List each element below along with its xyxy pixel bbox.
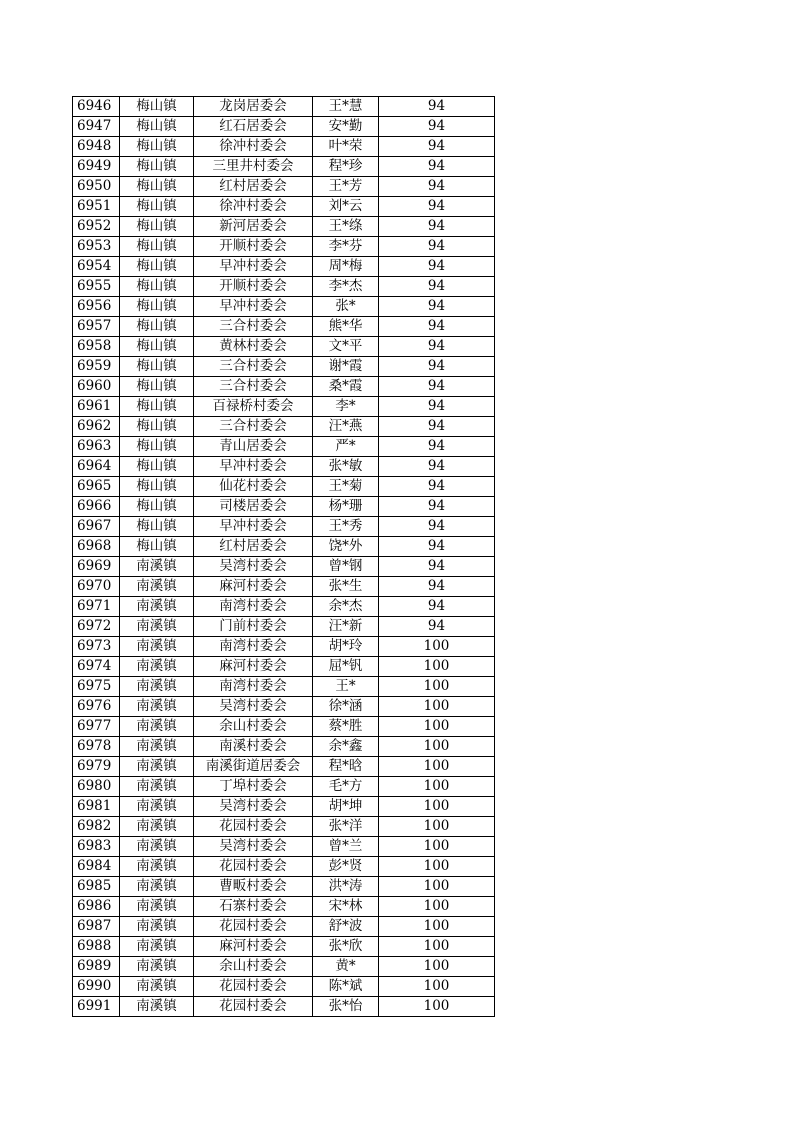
community-cell: 吴湾村委会 <box>194 797 313 817</box>
row-number: 6987 <box>73 917 120 937</box>
row-number: 6971 <box>73 597 120 617</box>
row-number: 6990 <box>73 977 120 997</box>
name-cell: 蔡*胜 <box>313 717 379 737</box>
name-cell: 王*慧 <box>313 97 379 117</box>
town-cell: 南溪镇 <box>120 577 194 597</box>
town-cell: 梅山镇 <box>120 197 194 217</box>
town-cell: 南溪镇 <box>120 677 194 697</box>
town-cell: 南溪镇 <box>120 657 194 677</box>
community-cell: 花园村委会 <box>194 857 313 877</box>
score-cell: 94 <box>379 457 495 477</box>
community-cell: 开顺村委会 <box>194 277 313 297</box>
community-cell: 早冲村委会 <box>194 457 313 477</box>
score-cell: 94 <box>379 437 495 457</box>
row-number: 6975 <box>73 677 120 697</box>
row-number: 6973 <box>73 637 120 657</box>
town-cell: 梅山镇 <box>120 177 194 197</box>
name-cell: 洪*涛 <box>313 877 379 897</box>
town-cell: 南溪镇 <box>120 937 194 957</box>
score-cell: 100 <box>379 657 495 677</box>
row-number: 6983 <box>73 837 120 857</box>
table-row <box>73 717 495 737</box>
row-number: 6982 <box>73 817 120 837</box>
town-cell: 梅山镇 <box>120 297 194 317</box>
name-cell: 彭*贤 <box>313 857 379 877</box>
town-cell: 南溪镇 <box>120 717 194 737</box>
row-number: 6979 <box>73 757 120 777</box>
table-row <box>73 917 495 937</box>
community-cell: 花园村委会 <box>194 977 313 997</box>
table-row <box>73 817 495 837</box>
table-row <box>73 197 495 217</box>
row-number: 6967 <box>73 517 120 537</box>
table-row <box>73 577 495 597</box>
row-number: 6953 <box>73 237 120 257</box>
name-cell: 汪*燕 <box>313 417 379 437</box>
community-cell: 早冲村委会 <box>194 297 313 317</box>
score-cell: 100 <box>379 797 495 817</box>
name-cell: 曾*兰 <box>313 837 379 857</box>
name-cell: 胡*玲 <box>313 637 379 657</box>
table-row <box>73 977 495 997</box>
town-cell: 南溪镇 <box>120 757 194 777</box>
community-cell: 青山居委会 <box>194 437 313 457</box>
town-cell: 梅山镇 <box>120 377 194 397</box>
row-number: 6976 <box>73 697 120 717</box>
name-cell: 余*鑫 <box>313 737 379 757</box>
community-cell: 龙岗居委会 <box>194 97 313 117</box>
community-cell: 麻河村委会 <box>194 577 313 597</box>
roster-table-body <box>73 97 495 1017</box>
community-cell: 司楼居委会 <box>194 497 313 517</box>
community-cell: 百禄桥村委会 <box>194 397 313 417</box>
table-row <box>73 957 495 977</box>
community-cell: 三合村委会 <box>194 417 313 437</box>
table-row <box>73 277 495 297</box>
row-number: 6988 <box>73 937 120 957</box>
row-number: 6985 <box>73 877 120 897</box>
name-cell: 谢*霞 <box>313 357 379 377</box>
table-row <box>73 637 495 657</box>
name-cell: 张*怡 <box>313 997 379 1017</box>
score-cell: 94 <box>379 297 495 317</box>
score-cell: 94 <box>379 557 495 577</box>
community-cell: 吴湾村委会 <box>194 697 313 717</box>
table-row <box>73 757 495 777</box>
community-cell: 黄林村委会 <box>194 337 313 357</box>
score-cell: 94 <box>379 97 495 117</box>
table-row <box>73 857 495 877</box>
name-cell: 余*杰 <box>313 597 379 617</box>
name-cell: 安*勤 <box>313 117 379 137</box>
community-cell: 三合村委会 <box>194 317 313 337</box>
name-cell: 王*菊 <box>313 477 379 497</box>
score-cell: 100 <box>379 997 495 1017</box>
row-number: 6946 <box>73 97 120 117</box>
town-cell: 南溪镇 <box>120 697 194 717</box>
community-cell: 花园村委会 <box>194 817 313 837</box>
table-row <box>73 217 495 237</box>
score-cell: 94 <box>379 257 495 277</box>
score-cell: 94 <box>379 317 495 337</box>
community-cell: 南溪街道居委会 <box>194 757 313 777</box>
community-cell: 南湾村委会 <box>194 677 313 697</box>
name-cell: 汪*新 <box>313 617 379 637</box>
community-cell: 仙花村委会 <box>194 477 313 497</box>
name-cell: 刘*云 <box>313 197 379 217</box>
name-cell: 王* <box>313 677 379 697</box>
community-cell: 红村居委会 <box>194 177 313 197</box>
town-cell: 梅山镇 <box>120 317 194 337</box>
community-cell: 门前村委会 <box>194 617 313 637</box>
community-cell: 早冲村委会 <box>194 517 313 537</box>
score-cell: 100 <box>379 817 495 837</box>
row-number: 6977 <box>73 717 120 737</box>
town-cell: 南溪镇 <box>120 917 194 937</box>
table-row <box>73 557 495 577</box>
town-cell: 梅山镇 <box>120 357 194 377</box>
community-cell: 南湾村委会 <box>194 597 313 617</box>
name-cell: 周*梅 <box>313 257 379 277</box>
town-cell: 梅山镇 <box>120 497 194 517</box>
town-cell: 南溪镇 <box>120 897 194 917</box>
town-cell: 梅山镇 <box>120 457 194 477</box>
name-cell: 张*生 <box>313 577 379 597</box>
community-cell: 曹畈村委会 <box>194 877 313 897</box>
community-cell: 花园村委会 <box>194 997 313 1017</box>
name-cell: 王*秀 <box>313 517 379 537</box>
row-number: 6964 <box>73 457 120 477</box>
score-cell: 94 <box>379 157 495 177</box>
score-cell: 94 <box>379 577 495 597</box>
table-row <box>73 797 495 817</box>
name-cell: 张* <box>313 297 379 317</box>
community-cell: 吴湾村委会 <box>194 837 313 857</box>
table-row <box>73 257 495 277</box>
table-row <box>73 97 495 117</box>
name-cell: 李*芬 <box>313 237 379 257</box>
score-cell: 94 <box>379 477 495 497</box>
score-cell: 100 <box>379 697 495 717</box>
town-cell: 南溪镇 <box>120 877 194 897</box>
town-cell: 梅山镇 <box>120 237 194 257</box>
community-cell: 余山村委会 <box>194 717 313 737</box>
name-cell: 黄* <box>313 957 379 977</box>
score-cell: 100 <box>379 677 495 697</box>
score-cell: 94 <box>379 417 495 437</box>
table-row <box>73 657 495 677</box>
table-row <box>73 997 495 1017</box>
town-cell: 梅山镇 <box>120 337 194 357</box>
table-row <box>73 617 495 637</box>
score-cell: 100 <box>379 717 495 737</box>
name-cell: 严* <box>313 437 379 457</box>
score-cell: 100 <box>379 737 495 757</box>
table-row <box>73 677 495 697</box>
row-number: 6955 <box>73 277 120 297</box>
community-cell: 麻河村委会 <box>194 657 313 677</box>
row-number: 6962 <box>73 417 120 437</box>
score-cell: 94 <box>379 357 495 377</box>
town-cell: 梅山镇 <box>120 257 194 277</box>
row-number: 6974 <box>73 657 120 677</box>
row-number: 6969 <box>73 557 120 577</box>
score-cell: 100 <box>379 897 495 917</box>
table-row <box>73 157 495 177</box>
table-row <box>73 697 495 717</box>
town-cell: 梅山镇 <box>120 97 194 117</box>
name-cell: 宋*林 <box>313 897 379 917</box>
town-cell: 南溪镇 <box>120 637 194 657</box>
table-row <box>73 117 495 137</box>
name-cell: 文*平 <box>313 337 379 357</box>
table-row <box>73 877 495 897</box>
score-cell: 94 <box>379 177 495 197</box>
name-cell: 熊*华 <box>313 317 379 337</box>
row-number: 6956 <box>73 297 120 317</box>
row-number: 6986 <box>73 897 120 917</box>
row-number: 6970 <box>73 577 120 597</box>
community-cell: 三合村委会 <box>194 377 313 397</box>
row-number: 6957 <box>73 317 120 337</box>
town-cell: 梅山镇 <box>120 437 194 457</box>
row-number: 6978 <box>73 737 120 757</box>
row-number: 6954 <box>73 257 120 277</box>
town-cell: 梅山镇 <box>120 477 194 497</box>
table-row <box>73 777 495 797</box>
town-cell: 梅山镇 <box>120 137 194 157</box>
community-cell: 花园村委会 <box>194 917 313 937</box>
table-row <box>73 937 495 957</box>
name-cell: 杨*珊 <box>313 497 379 517</box>
score-cell: 94 <box>379 617 495 637</box>
town-cell: 南溪镇 <box>120 557 194 577</box>
row-number: 6947 <box>73 117 120 137</box>
town-cell: 梅山镇 <box>120 217 194 237</box>
name-cell: 陈*斌 <box>313 977 379 997</box>
town-cell: 南溪镇 <box>120 777 194 797</box>
community-cell: 徐冲村委会 <box>194 197 313 217</box>
name-cell: 李*杰 <box>313 277 379 297</box>
name-cell: 毛*方 <box>313 777 379 797</box>
row-number: 6968 <box>73 537 120 557</box>
table-row <box>73 177 495 197</box>
community-cell: 早冲村委会 <box>194 257 313 277</box>
table-row <box>73 297 495 317</box>
table-row <box>73 837 495 857</box>
community-cell: 三里井村委会 <box>194 157 313 177</box>
table-row <box>73 237 495 257</box>
name-cell: 张*敏 <box>313 457 379 477</box>
table-row <box>73 497 495 517</box>
name-cell: 程*晗 <box>313 757 379 777</box>
score-cell: 94 <box>379 517 495 537</box>
table-row <box>73 737 495 757</box>
score-cell: 100 <box>379 977 495 997</box>
score-cell: 94 <box>379 377 495 397</box>
table-row <box>73 517 495 537</box>
table-row <box>73 337 495 357</box>
community-cell: 南湾村委会 <box>194 637 313 657</box>
row-number: 6972 <box>73 617 120 637</box>
name-cell: 张*洋 <box>313 817 379 837</box>
table-row <box>73 897 495 917</box>
name-cell: 桑*霞 <box>313 377 379 397</box>
town-cell: 梅山镇 <box>120 537 194 557</box>
score-cell: 94 <box>379 217 495 237</box>
row-number: 6961 <box>73 397 120 417</box>
score-cell: 100 <box>379 637 495 657</box>
row-number: 6980 <box>73 777 120 797</box>
town-cell: 南溪镇 <box>120 977 194 997</box>
row-number: 6991 <box>73 997 120 1017</box>
town-cell: 南溪镇 <box>120 797 194 817</box>
community-cell: 石寨村委会 <box>194 897 313 917</box>
table-row <box>73 317 495 337</box>
row-number: 6965 <box>73 477 120 497</box>
community-cell: 新河居委会 <box>194 217 313 237</box>
score-cell: 94 <box>379 537 495 557</box>
town-cell: 南溪镇 <box>120 997 194 1017</box>
score-cell: 94 <box>379 597 495 617</box>
score-cell: 94 <box>379 197 495 217</box>
town-cell: 梅山镇 <box>120 517 194 537</box>
name-cell: 叶*荣 <box>313 137 379 157</box>
town-cell: 梅山镇 <box>120 417 194 437</box>
score-cell: 94 <box>379 277 495 297</box>
table-row <box>73 457 495 477</box>
row-number: 6966 <box>73 497 120 517</box>
name-cell: 王*绦 <box>313 217 379 237</box>
table-row <box>73 477 495 497</box>
table-row <box>73 377 495 397</box>
score-cell: 100 <box>379 877 495 897</box>
name-cell: 曾*钢 <box>313 557 379 577</box>
table-row <box>73 137 495 157</box>
name-cell: 屈*钒 <box>313 657 379 677</box>
community-cell: 红村居委会 <box>194 537 313 557</box>
town-cell: 梅山镇 <box>120 157 194 177</box>
community-cell: 三合村委会 <box>194 357 313 377</box>
score-cell: 100 <box>379 957 495 977</box>
row-number: 6951 <box>73 197 120 217</box>
row-number: 6959 <box>73 357 120 377</box>
score-cell: 100 <box>379 777 495 797</box>
row-number: 6949 <box>73 157 120 177</box>
score-cell: 94 <box>379 337 495 357</box>
town-cell: 南溪镇 <box>120 817 194 837</box>
town-cell: 南溪镇 <box>120 837 194 857</box>
score-cell: 94 <box>379 117 495 137</box>
name-cell: 张*欣 <box>313 937 379 957</box>
row-number: 6984 <box>73 857 120 877</box>
row-number: 6963 <box>73 437 120 457</box>
name-cell: 胡*坤 <box>313 797 379 817</box>
name-cell: 舒*波 <box>313 917 379 937</box>
row-number: 6948 <box>73 137 120 157</box>
score-cell: 94 <box>379 397 495 417</box>
name-cell: 徐*涵 <box>313 697 379 717</box>
table-row <box>73 437 495 457</box>
score-cell: 94 <box>379 497 495 517</box>
town-cell: 梅山镇 <box>120 397 194 417</box>
community-cell: 吴湾村委会 <box>194 557 313 577</box>
community-cell: 南溪村委会 <box>194 737 313 757</box>
name-cell: 王*芳 <box>313 177 379 197</box>
town-cell: 南溪镇 <box>120 597 194 617</box>
row-number: 6958 <box>73 337 120 357</box>
row-number: 6960 <box>73 377 120 397</box>
score-cell: 100 <box>379 757 495 777</box>
community-cell: 红石居委会 <box>194 117 313 137</box>
community-cell: 开顺村委会 <box>194 237 313 257</box>
score-cell: 100 <box>379 917 495 937</box>
score-cell: 94 <box>379 137 495 157</box>
score-cell: 100 <box>379 837 495 857</box>
town-cell: 南溪镇 <box>120 737 194 757</box>
table-row <box>73 417 495 437</box>
town-cell: 梅山镇 <box>120 117 194 137</box>
score-cell: 94 <box>379 237 495 257</box>
town-cell: 梅山镇 <box>120 277 194 297</box>
name-cell: 饶*外 <box>313 537 379 557</box>
community-cell: 麻河村委会 <box>194 937 313 957</box>
table-row <box>73 357 495 377</box>
score-cell: 100 <box>379 937 495 957</box>
table-row <box>73 597 495 617</box>
table-row <box>73 397 495 417</box>
row-number: 6950 <box>73 177 120 197</box>
town-cell: 南溪镇 <box>120 617 194 637</box>
row-number: 6981 <box>73 797 120 817</box>
score-cell: 100 <box>379 857 495 877</box>
row-number: 6989 <box>73 957 120 977</box>
town-cell: 南溪镇 <box>120 857 194 877</box>
name-cell: 李* <box>313 397 379 417</box>
community-cell: 余山村委会 <box>194 957 313 977</box>
name-cell: 程*珍 <box>313 157 379 177</box>
community-cell: 徐冲村委会 <box>194 137 313 157</box>
community-cell: 丁埠村委会 <box>194 777 313 797</box>
table-row <box>73 537 495 557</box>
roster-table <box>72 96 495 1017</box>
row-number: 6952 <box>73 217 120 237</box>
town-cell: 南溪镇 <box>120 957 194 977</box>
